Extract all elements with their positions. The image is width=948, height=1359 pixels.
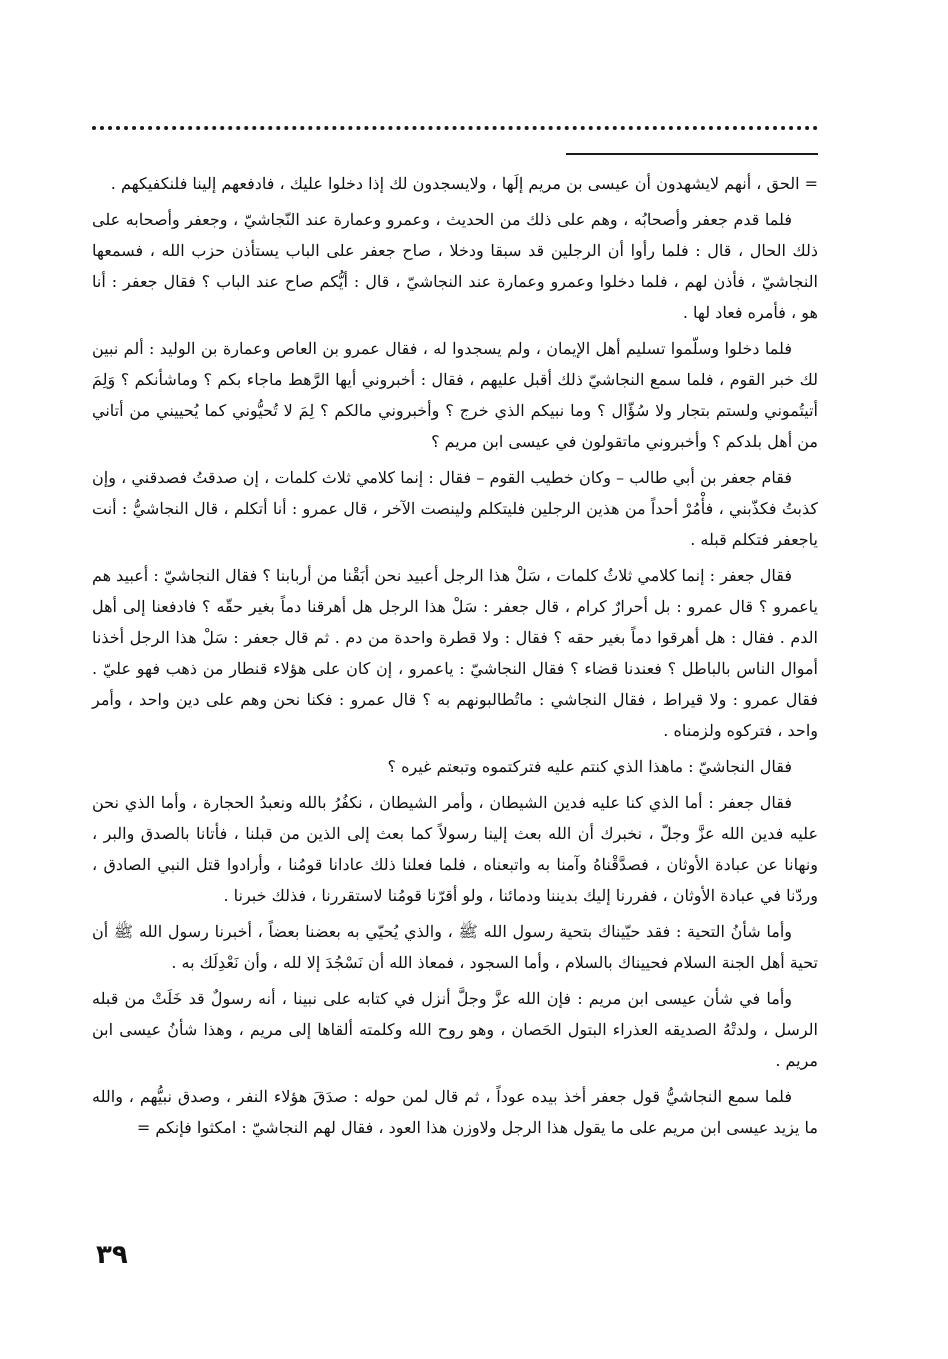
paragraph-4: فقام جعفر بن أبي طالب – وكان خطيب القوم – فقال : إنما كلامي ثلاث كلمات ، إن صدقتُ فصدقني ، وإن كذبتُ فكذّبني ، فأْمُرْ أحداً من هذين الرجلين فليتكلم ولينصت الآخر ، قال عمرو : أنا أتكلم ، قال النجاشيُّ : أنت ياجعفر فتكلم قبله .: [92, 468, 818, 549]
paragraph-10: فلما سمع النجاشيُّ قول جعفر أخذ بيده عوداً ، ثم قال لمن حوله : صدَقَ هؤلاء النفر ، وصدق نبيُّهم ، والله ما يزيد عيسى ابن مريم على ما يقول هذا الرجل ولاوزن هذا العود ، فقال لهم النجاشيّ : امكثوا فإنكم =: [92, 1087, 818, 1137]
paragraph-2: فلما قدم جعفر وأصحابُه ، وهم على ذلك من الحديث ، وعمرو وعمارة عند النّجاشيّ ، وجعفر وأصحابه على ذلك الحال ، قال : فلما رأوا أن الرجلين قد سبقا ودخلا ، صاح جعفر على الباب يستأذن حزب الله ، فسمعها النجاشيّ ، فأذن لهم ، فلما دخلوا وعمرو وعمارة عند النجاشيّ ، قال : أيُّكم صاح عند الباب ؟ فقال جعفر : أنا هو ، فأمره فعاد لها .: [92, 210, 818, 322]
page-number: ٣٩: [96, 1240, 128, 1270]
paragraph-8: وأما شأنُ التحية : فقد حيّيناك بتحية رسول الله ﷺ ، والذي يُحيّي به بعضنا بعضاً ، أخبرنا رسول الله ﷺ أن تحية أهل الجنة السلام فحييناك بالسلام ، وأما السجود ، فمعاذ الله أن نَسْجُدَ إلا لله ، وأن نَعْدِلَك به .: [92, 922, 818, 972]
paragraph-6: فقال النجاشيّ : ماهذا الذي كنتم عليه فتركتموه وتبعتم غيره ؟: [387, 757, 792, 776]
paragraph-9: وأما في شأن عيسى ابن مريم : فإن الله عزَّ وجلَّ أنزل في كتابه على نبينا ، أنه رسولٌ قد خَلَتْ من قبله الرسل ، ولدتْهُ الصديقه العذراء البتول الحَصان ، وهو روح الله وكلمته ألقاها إلى مريم ، وهذا شأنُ عيسى ابن مريم .: [92, 989, 818, 1070]
paragraph-5: فقال جعفر : إنما كلامي ثلاثُ كلمات ، سَلْ هذا الرجل أعبيد نحن أبَقْنا من أربابنا ؟ فقال النجاشيّ : أعبيد هم ياعمرو ؟ قال عمرو : بل أحرارٌ كرام ، قال جعفر : سَلْ هذا الرجل هل أهرقنا دماً بغير حقّه ؟ فادفعنا إلى أهل الدم . فقال : هل أهرقوا دماً بغير حقه ؟ فقال : ولا قطرة واحدة من دم . ثم قال جعفر : سَلْ هذا الرجل أخذنا أموال الناس بالباطل ؟ فعندنا قضاء ؟ فقال النجاشيّ : ياعمرو ، إن كان على هؤلاء قنطار من ذهب فهو عليّ . فقال عمرو : ولا قيراط ، فقال النجاشي : ماتُطالبونهم به ؟ قال عمرو : فكنا نحن وهم على دين واحد ، وأمر واحد ، فتركوه ولزمناه .: [92, 566, 818, 740]
paragraph-1: = الحق ، أنهم لايشهدون أن عيسى بن مريم إلَها ، ولايسجدون لك إذا دخلوا عليك ، فادفعهم إلينا فلنكفيكهم .: [110, 174, 818, 193]
paragraph-3: فلما دخلوا وسلّموا تسليم أهل الإيمان ، ولم يسجدوا له ، فقال عمرو بن العاص وعمارة بن الوليد : ألم نبين لك خبر القوم ، فلما سمع النجاشيّ ذلك أقبل عليهم ، فقال : أخبروني أيها الرَّهط ماجاء بكم ؟ وماشأنكم ؟ وَلِمَ أتيتُموني ولستم بتجار ولا سُؤّال ؟ وما نبيكم الذي خرج ؟ وأخبروني مالكم ؟ لِمَ لا تُحيُّوني كما يُحييني من أتاني من أهل بلدكم ؟ وأخبروني ماتقولون في عيسى ابن مريم ؟: [92, 339, 818, 451]
paragraph-7: فقال جعفر : أما الذي كنا عليه فدين الشيطان ، وأمر الشيطان ، نكفُرُ بالله ونعبدُ الحجارة ، وأما الذي نحن عليه فدين الله عزَّ وجلّ ، نخبرك أن الله بعث إلينا رسولاً كما بعث إلى الذين من قبلنا ، فأتانا بالصدق والبر ، ونهانا عن عبادة الأوثان ، فصدَّقْناهُ وآمنا به واتبعناه ، فلما فعلنا ذلك عادانا قومُنا ، وأرادوا قتل النبي الصادق ، وردّنا في عبادة الأوثان ، ففررنا إليك بديننا ودمائنا ، ولو أقرّنا قومُنا لاستقررنا ، فذلك خبرنا .: [92, 793, 818, 905]
dotted-separator: [92, 126, 818, 130]
footnote-rule: [566, 153, 818, 155]
footnote-text: [92, 168, 818, 1148]
